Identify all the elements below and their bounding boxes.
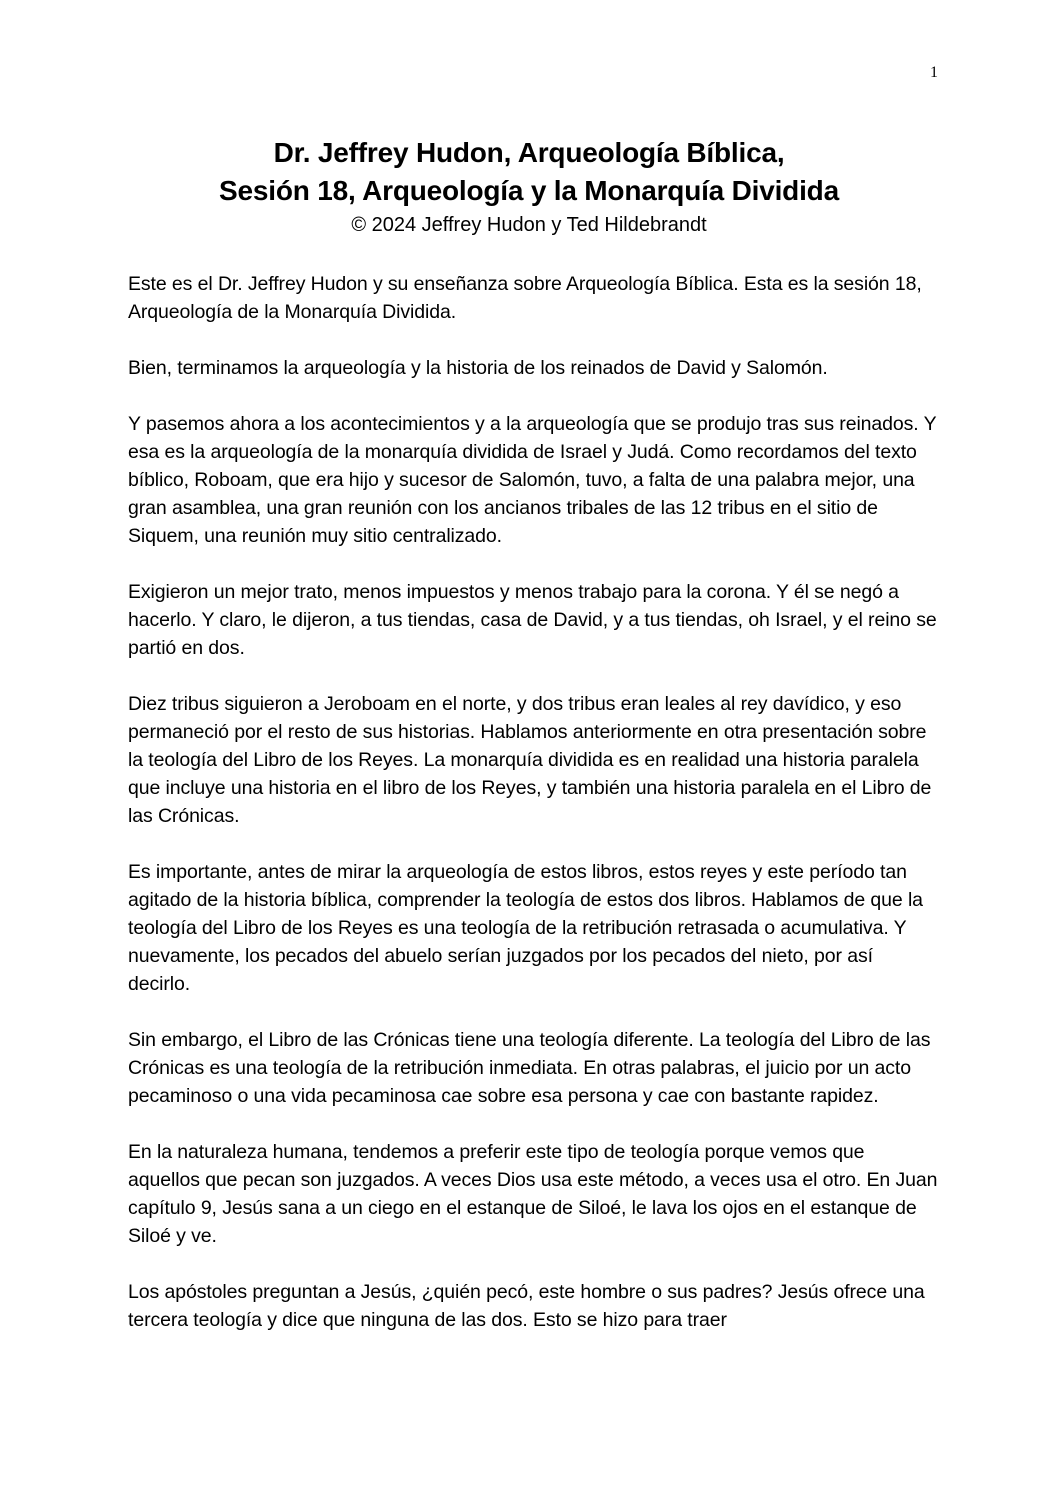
paragraph: Bien, terminamos la arqueología y la historia de los reinados de David y Salomón.: [128, 357, 828, 379]
title-line-2: Sesión 18, Arqueología y la Monarquía Dividida: [219, 175, 839, 206]
paragraph: Es importante, antes de mirar la arqueología de estos libros, estos reyes y este período tan agitado de la historia bíblica, comprender la teología de estos dos libros. Hablamos de que la teología del Libro de los Reyes es una teología de la retribución retrasada o acumulativa. Y nuevamente, los pecados del abuelo serían juzgados por los pecados del nieto, por así decirlo.: [128, 861, 923, 995]
paragraph: Exigieron un mejor trato, menos impuestos y menos trabajo para la corona. Y él se negó a hacerlo. Y claro, le dijeron, a tus tiendas, casa de David, y a tus tiendas, oh Israel, y el reino se partió en dos.: [128, 581, 937, 659]
paragraph: Sin embargo, el Libro de las Crónicas tiene una teología diferente. La teología del Libro de las Crónicas es una teología de la retribución inmediata. En otras palabras, el juicio por un acto pecaminoso o una vida pecaminosa cae sobre esa persona y cae con bastante rapidez.: [128, 1029, 931, 1107]
paragraph: Este es el Dr. Jeffrey Hudon y su enseñanza sobre Arqueología Bíblica. Esta es la sesión 18, Arqueología de la Monarquía Dividida.: [128, 273, 922, 323]
body-text: [128, 270, 938, 1362]
paragraph: Diez tribus siguieron a Jeroboam en el norte, y dos tribus eran leales al rey davídico, y eso permaneció por el resto de sus historias. Hablamos anteriormente en otra presentación sobre la teología del Libro de los Reyes. La monarquía dividida es en realidad una historia paralela que incluye una historia en el libro de los Reyes, y también una historia paralela en el Libro de las Crónicas.: [128, 693, 932, 827]
paragraph: En la naturaleza humana, tendemos a preferir este tipo de teología porque vemos que aquellos que pecan son juzgados. A veces Dios usa este método, a veces usa el otro. En Juan capítulo 9, Jesús sana a un ciego en el estanque de Siloé, le lava los ojos en el estanque de Siloé y ve.: [128, 1141, 938, 1247]
page-number: 1: [930, 64, 938, 81]
title-line-1: Dr. Jeffrey Hudon, Arqueología Bíblica,: [273, 137, 785, 168]
title-block: [60, 134, 998, 239]
paragraph: Y pasemos ahora a los acontecimientos y a la arqueología que se produjo tras sus reinados. Y esa es la arqueología de la monarquía dividida de Israel y Judá. Como recordamos del texto bíblico, Roboam, que era hijo y sucesor de Salomón, tuvo, a falta de una palabra mejor, una gran asamblea, una gran reunión con los ancianos tribales de las 12 tribus en el sitio de Siquem, una reunión muy sitio centralizado.: [128, 413, 937, 547]
paragraph: Los apóstoles preguntan a Jesús, ¿quién pecó, este hombre o sus padres? Jesús ofrece una tercera teología y dice que ninguna de las dos. Esto se hizo para traer: [128, 1281, 925, 1331]
copyright-line: © 2024 Jeffrey Hudon y Ted Hildebrandt: [351, 214, 707, 236]
